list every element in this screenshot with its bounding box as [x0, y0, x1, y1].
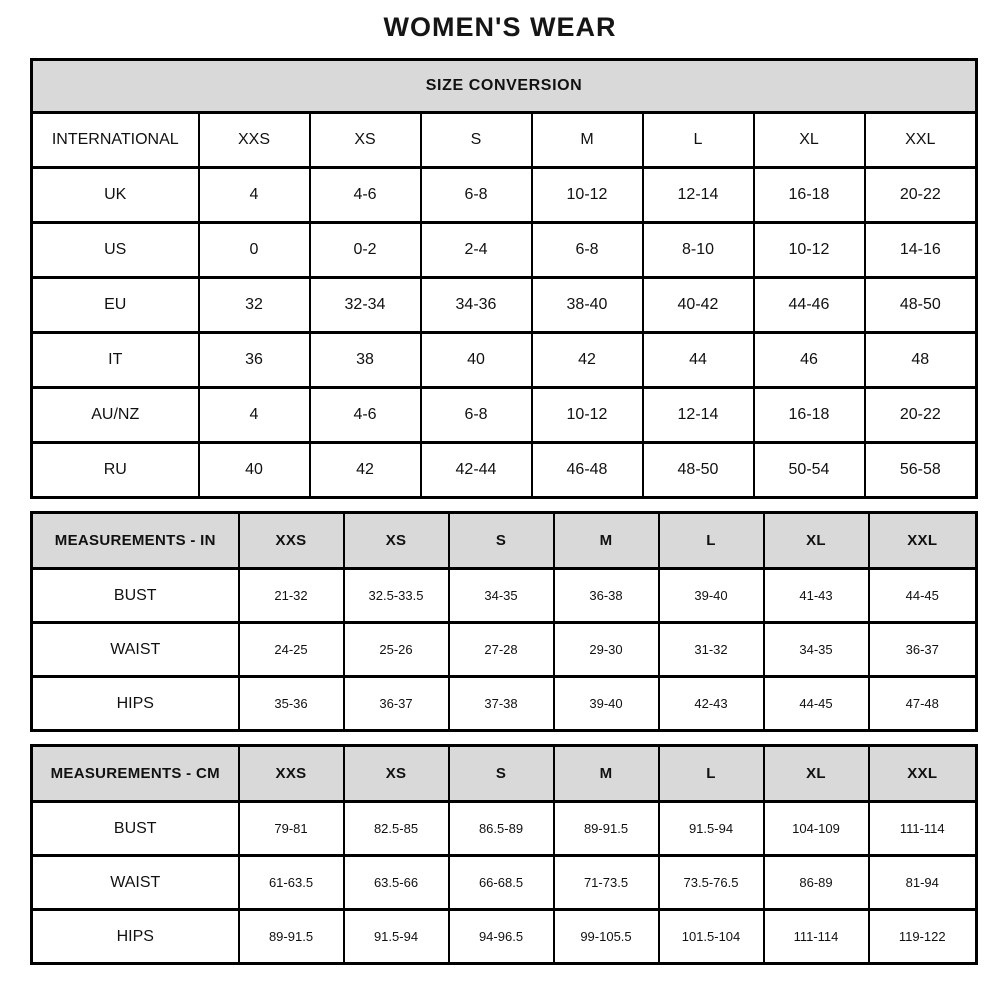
value-cell-us-4: 8-10 — [643, 223, 754, 278]
value-cell-au-nz-5: 16-18 — [754, 388, 865, 443]
column-header-s: S — [449, 513, 554, 569]
page-title: WOMEN'S WEAR — [383, 12, 617, 42]
column-header-s: S — [449, 746, 554, 802]
value-cell-uk-6: 20-22 — [865, 168, 977, 223]
value-cell-waist-3: 71-73.5 — [554, 856, 659, 910]
measurements-cm-title: MEASUREMENTS - CM — [32, 746, 239, 802]
row-label-us: US — [32, 223, 199, 278]
row-label-au-nz: AU/NZ — [32, 388, 199, 443]
column-header-xxs: XXS — [239, 746, 344, 802]
table-row-hips — [32, 677, 977, 731]
value-cell-it-0: 36 — [199, 333, 310, 388]
value-cell-hips-3: 99-105.5 — [554, 910, 659, 964]
value-cell-waist-6: 81-94 — [869, 856, 977, 910]
value-cell-ru-3: 46-48 — [532, 443, 643, 498]
value-cell-waist-5: 86-89 — [764, 856, 869, 910]
value-cell-hips-2: 94-96.5 — [449, 910, 554, 964]
row-label-ru: RU — [32, 443, 199, 498]
value-cell-uk-3: 10-12 — [532, 168, 643, 223]
value-cell-it-5: 46 — [754, 333, 865, 388]
column-header-xxl: XXL — [869, 746, 977, 802]
value-cell-uk-4: 12-14 — [643, 168, 754, 223]
measurements-in-table — [30, 511, 978, 732]
column-header-xxl: XXL — [865, 113, 977, 168]
measurements-cm-header-row — [32, 746, 977, 802]
column-header-xl: XL — [754, 113, 865, 168]
value-cell-eu-4: 40-42 — [643, 278, 754, 333]
size-conversion-banner-row — [32, 60, 977, 113]
table-row-us — [32, 223, 977, 278]
value-cell-bust-4: 39-40 — [659, 569, 764, 623]
column-header-xxl: XXL — [869, 513, 977, 569]
column-header-international: INTERNATIONAL — [32, 113, 199, 168]
value-cell-au-nz-3: 10-12 — [532, 388, 643, 443]
value-cell-ru-0: 40 — [199, 443, 310, 498]
table-row-eu — [32, 278, 977, 333]
value-cell-waist-2: 27-28 — [449, 623, 554, 677]
value-cell-au-nz-1: 4-6 — [310, 388, 421, 443]
row-label-it: IT — [32, 333, 199, 388]
value-cell-ru-2: 42-44 — [421, 443, 532, 498]
column-header-xxs: XXS — [199, 113, 310, 168]
value-cell-bust-0: 21-32 — [239, 569, 344, 623]
column-header-xl: XL — [764, 746, 869, 802]
value-cell-bust-6: 44-45 — [869, 569, 977, 623]
value-cell-hips-4: 42-43 — [659, 677, 764, 731]
value-cell-waist-3: 29-30 — [554, 623, 659, 677]
column-header-l: L — [643, 113, 754, 168]
value-cell-bust-3: 89-91.5 — [554, 802, 659, 856]
column-header-l: L — [659, 746, 764, 802]
value-cell-au-nz-0: 4 — [199, 388, 310, 443]
value-cell-eu-6: 48-50 — [865, 278, 977, 333]
column-header-l: L — [659, 513, 764, 569]
value-cell-hips-5: 111-114 — [764, 910, 869, 964]
value-cell-au-nz-6: 20-22 — [865, 388, 977, 443]
row-label-hips: HIPS — [32, 677, 239, 731]
value-cell-waist-4: 31-32 — [659, 623, 764, 677]
value-cell-bust-1: 32.5-33.5 — [344, 569, 449, 623]
value-cell-hips-2: 37-38 — [449, 677, 554, 731]
value-cell-it-3: 42 — [532, 333, 643, 388]
value-cell-it-6: 48 — [865, 333, 977, 388]
value-cell-bust-4: 91.5-94 — [659, 802, 764, 856]
value-cell-ru-4: 48-50 — [643, 443, 754, 498]
value-cell-it-1: 38 — [310, 333, 421, 388]
value-cell-hips-1: 36-37 — [344, 677, 449, 731]
value-cell-waist-1: 25-26 — [344, 623, 449, 677]
row-label-eu: EU — [32, 278, 199, 333]
value-cell-hips-0: 35-36 — [239, 677, 344, 731]
row-label-uk: UK — [32, 168, 199, 223]
value-cell-it-2: 40 — [421, 333, 532, 388]
value-cell-uk-1: 4-6 — [310, 168, 421, 223]
column-header-m: M — [554, 513, 659, 569]
table-row-hips — [32, 910, 977, 964]
table-row-au-nz — [32, 388, 977, 443]
value-cell-us-3: 6-8 — [532, 223, 643, 278]
measurements-in-header-row — [32, 513, 977, 569]
row-label-bust: BUST — [32, 569, 239, 623]
value-cell-bust-2: 86.5-89 — [449, 802, 554, 856]
value-cell-hips-6: 119-122 — [869, 910, 977, 964]
measurements-cm-table — [30, 744, 978, 965]
value-cell-waist-0: 61-63.5 — [239, 856, 344, 910]
value-cell-uk-2: 6-8 — [421, 168, 532, 223]
table-row-waist — [32, 856, 977, 910]
value-cell-hips-5: 44-45 — [764, 677, 869, 731]
value-cell-us-6: 14-16 — [865, 223, 977, 278]
value-cell-bust-0: 79-81 — [239, 802, 344, 856]
value-cell-waist-5: 34-35 — [764, 623, 869, 677]
value-cell-us-2: 2-4 — [421, 223, 532, 278]
value-cell-waist-1: 63.5-66 — [344, 856, 449, 910]
value-cell-bust-5: 104-109 — [764, 802, 869, 856]
value-cell-eu-2: 34-36 — [421, 278, 532, 333]
size-conversion-header: SIZE CONVERSION — [32, 60, 977, 113]
column-header-m: M — [532, 113, 643, 168]
table-row-uk — [32, 168, 977, 223]
value-cell-waist-6: 36-37 — [869, 623, 977, 677]
value-cell-us-1: 0-2 — [310, 223, 421, 278]
value-cell-waist-4: 73.5-76.5 — [659, 856, 764, 910]
value-cell-bust-1: 82.5-85 — [344, 802, 449, 856]
value-cell-uk-5: 16-18 — [754, 168, 865, 223]
value-cell-hips-4: 101.5-104 — [659, 910, 764, 964]
value-cell-waist-0: 24-25 — [239, 623, 344, 677]
row-label-waist: WAIST — [32, 623, 239, 677]
value-cell-hips-6: 47-48 — [869, 677, 977, 731]
value-cell-ru-1: 42 — [310, 443, 421, 498]
measurements-in-title: MEASUREMENTS - IN — [32, 513, 239, 569]
value-cell-eu-5: 44-46 — [754, 278, 865, 333]
value-cell-eu-0: 32 — [199, 278, 310, 333]
row-label-waist: WAIST — [32, 856, 239, 910]
value-cell-eu-1: 32-34 — [310, 278, 421, 333]
value-cell-ru-6: 56-58 — [865, 443, 977, 498]
value-cell-uk-0: 4 — [199, 168, 310, 223]
value-cell-it-4: 44 — [643, 333, 754, 388]
column-header-m: M — [554, 746, 659, 802]
column-header-xl: XL — [764, 513, 869, 569]
value-cell-bust-2: 34-35 — [449, 569, 554, 623]
value-cell-bust-5: 41-43 — [764, 569, 869, 623]
value-cell-ru-5: 50-54 — [754, 443, 865, 498]
row-label-hips: HIPS — [32, 910, 239, 964]
value-cell-us-5: 10-12 — [754, 223, 865, 278]
column-header-xxs: XXS — [239, 513, 344, 569]
column-header-xs: XS — [344, 513, 449, 569]
column-header-xs: XS — [310, 113, 421, 168]
table-row-ru — [32, 443, 977, 498]
value-cell-bust-6: 111-114 — [869, 802, 977, 856]
value-cell-us-0: 0 — [199, 223, 310, 278]
table-row-waist — [32, 623, 977, 677]
row-label-bust: BUST — [32, 802, 239, 856]
value-cell-hips-0: 89-91.5 — [239, 910, 344, 964]
value-cell-waist-2: 66-68.5 — [449, 856, 554, 910]
value-cell-bust-3: 36-38 — [554, 569, 659, 623]
size-conversion-table — [30, 58, 978, 499]
size-conversion-column-header-row — [32, 113, 977, 168]
column-header-xs: XS — [344, 746, 449, 802]
value-cell-hips-1: 91.5-94 — [344, 910, 449, 964]
column-header-s: S — [421, 113, 532, 168]
value-cell-au-nz-2: 6-8 — [421, 388, 532, 443]
value-cell-au-nz-4: 12-14 — [643, 388, 754, 443]
value-cell-eu-3: 38-40 — [532, 278, 643, 333]
table-row-it — [32, 333, 977, 388]
value-cell-hips-3: 39-40 — [554, 677, 659, 731]
table-row-bust — [32, 802, 977, 856]
table-row-bust — [32, 569, 977, 623]
